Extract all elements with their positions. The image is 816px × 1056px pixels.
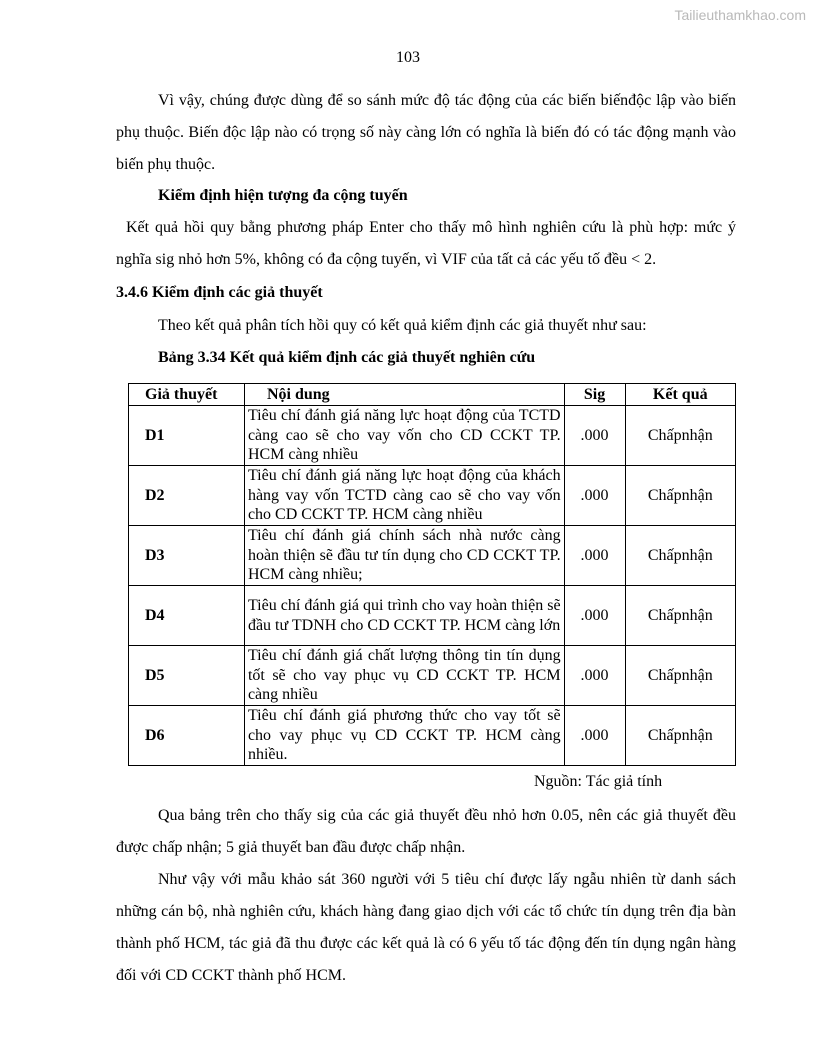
cell-result: Chấpnhận [625, 706, 735, 766]
cell-hypothesis: D6 [129, 706, 245, 766]
cell-hypothesis: D1 [129, 406, 245, 466]
paragraph-conclusion: Qua bảng trên cho thấy sig của các giả thuyết đều nhỏ hơn 0.05, nên các giả thuyết đều được chấp nhận; 5 giả thuyết ban đầu được chấp nhận. [116, 807, 736, 856]
cell-content: Tiêu chí đánh giá năng lực hoạt động của TCTD càng cao sẽ cho vay vốn cho CD CCKT TP. HCM càng nhiều [244, 406, 564, 466]
cell-sig: .000 [564, 526, 625, 586]
cell-hypothesis: D5 [129, 646, 245, 706]
table-row [129, 466, 736, 526]
table-row [129, 406, 736, 466]
header-result: Kết quả [625, 384, 735, 406]
page-number: 103 [396, 49, 420, 66]
cell-hypothesis: D3 [129, 526, 245, 586]
table-header-row [129, 384, 736, 406]
table-row [129, 706, 736, 766]
table-row [129, 586, 736, 646]
cell-result: Chấpnhận [625, 646, 735, 706]
cell-content: Tiêu chí đánh giá phương thức cho vay tốt sẽ cho vay phục vụ CD CCKT TP. HCM càng nhiều. [244, 706, 564, 766]
cell-content: Tiêu chí đánh giá năng lực hoạt động của khách hàng vay vốn TCTD càng cao sẽ cho vay vốn cho CD CCKT TP. HCM càng nhiều [244, 466, 564, 526]
cell-result: Chấpnhận [625, 526, 735, 586]
paragraph-summary: Như vậy với mẫu khảo sát 360 người với 5 tiêu chí được lấy ngẫu nhiên từ danh sách những cán bộ, nhà nghiên cứu, khách hàng đang giao dịch với các tổ chức tín dụng trên địa bàn thành phố HCM, tác giả đã thu được các kết quả là có 6 yếu tố tác động đến tín dụng ngân hàng đối với CD CCKT thành phố HCM. [116, 871, 736, 984]
cell-sig: .000 [564, 466, 625, 526]
cell-hypothesis: D4 [129, 586, 245, 646]
paragraph-intro: Theo kết quả phân tích hồi quy có kết quả kiểm định các giả thuyết như sau: [158, 317, 647, 334]
table-row [129, 526, 736, 586]
cell-content: Tiêu chí đánh giá qui trình cho vay hoàn thiện sẽ đầu tư TDNH cho CD CCKT TP. HCM càng lớn [244, 586, 564, 646]
table-row [129, 646, 736, 706]
section-heading: 3.4.6 Kiểm định các giả thuyết [116, 284, 323, 301]
header-sig: Sig [564, 384, 625, 406]
watermark: Tailieuthamkhao.com [674, 7, 806, 23]
paragraph-importance: Vì vậy, chúng được dùng để so sánh mức độ tác động của các biến biếnđộc lập vào biến phụ thuộc. Biến độc lập nào có trọng số này càng lớn có nghĩa là biến đó có tác động mạnh vào biến phụ thuộc. [116, 92, 736, 173]
cell-content: Tiêu chí đánh giá chính sách nhà nước càng hoàn thiện sẽ đầu tư tín dụng cho CD CCKT TP. HCM càng nhiều; [244, 526, 564, 586]
cell-hypothesis: D2 [129, 466, 245, 526]
cell-sig: .000 [564, 406, 625, 466]
heading-multicollinearity: Kiểm định hiện tượng đa cộng tuyến [158, 187, 408, 204]
table-caption: Bảng 3.34 Kết quả kiểm định các giả thuyết nghiên cứu [158, 349, 536, 366]
cell-sig: .000 [564, 706, 625, 766]
cell-result: Chấpnhận [625, 466, 735, 526]
source-note: Nguồn: Tác giả tính [534, 773, 663, 790]
cell-result: Chấpnhận [625, 586, 735, 646]
cell-result: Chấpnhận [625, 406, 735, 466]
cell-sig: .000 [564, 586, 625, 646]
hypothesis-table [128, 383, 736, 766]
paragraph-regression-result: Kết quả hồi quy bằng phương pháp Enter cho thấy mô hình nghiên cứu là phù hợp: mức ý nghĩa sig nhỏ hơn 5%, không có đa cộng tuyến, vì VIF của tất cả các yếu tố đều < 2. [116, 219, 736, 268]
cell-sig: .000 [564, 646, 625, 706]
header-content: Nội dung [244, 384, 564, 406]
cell-content: Tiêu chí đánh giá chất lượng thông tin tín dụng tốt sẽ cho vay phục vụ CD CCKT TP. HCM càng nhiều [244, 646, 564, 706]
header-hypothesis: Giả thuyết [129, 384, 245, 406]
